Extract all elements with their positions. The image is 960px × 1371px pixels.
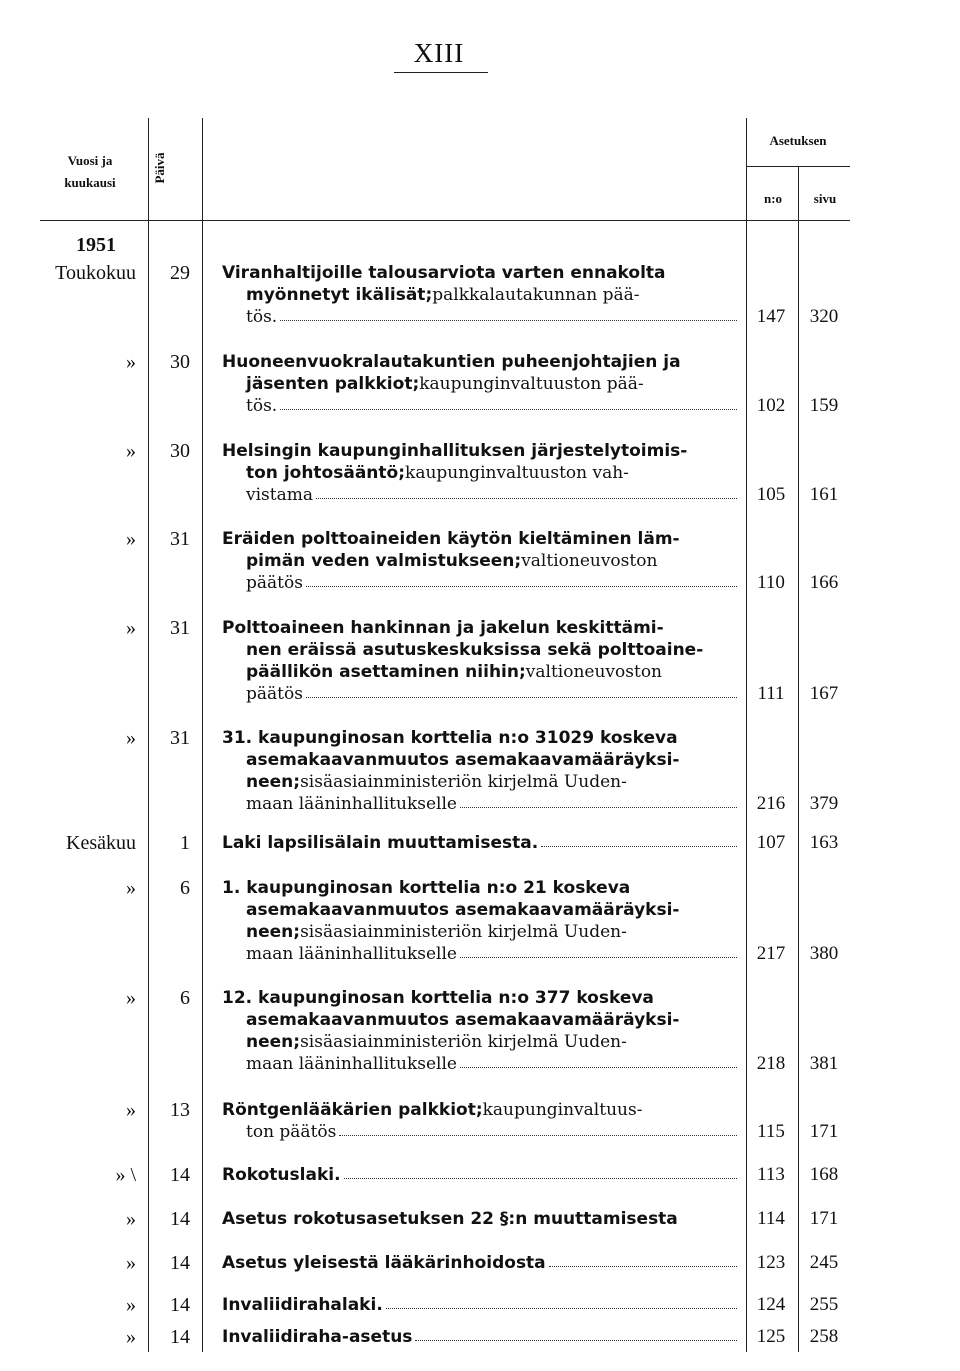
decree-page: 245: [809, 1252, 839, 1273]
header-number: n:o: [763, 191, 783, 206]
source-text: maan lääninhallitukselle: [246, 1054, 457, 1074]
month-cell: »: [126, 351, 136, 373]
title-text: Röntgenlääkärien palkkiot;: [222, 1100, 483, 1120]
description-cell: [222, 440, 740, 506]
month-cell: »: [126, 877, 136, 899]
source-text: sisäasiainministeriön kirjelmä Uuden-: [300, 922, 627, 942]
source-text: päätös: [246, 684, 303, 704]
decree-number: 107: [756, 832, 786, 853]
decree-number: 147: [756, 306, 786, 327]
month-cell: Toukokuu: [55, 262, 136, 284]
title-text: asemakaavanmuutos asemakaavamääräyksi-: [246, 1010, 680, 1030]
decree-page: 159: [809, 395, 839, 416]
title-text: pimän veden valmistukseen;: [246, 551, 522, 571]
source-text: kaupunginvaltuuston pää-: [419, 374, 644, 394]
title-text: Helsingin kaupunginhallituksen järjestelytoimis-: [222, 441, 688, 461]
month-cell: »: [126, 528, 136, 550]
description-line: [222, 284, 740, 306]
description-cell: [222, 262, 740, 328]
title-text: Viranhaltijoille talousarviota varten ennakolta: [222, 263, 666, 283]
description-line: [222, 793, 740, 815]
description-cell: [222, 1294, 740, 1316]
decree-page: 171: [809, 1121, 839, 1142]
dot-leader: [460, 793, 737, 808]
description-line: [222, 262, 740, 284]
month-cell: »: [126, 1252, 136, 1274]
dot-leader: [549, 1252, 737, 1267]
decree-number: 217: [756, 943, 786, 964]
decree-page: 171: [809, 1208, 839, 1229]
title-text: nen eräissä asutuskeskuksissa sekä polttoaine-: [246, 640, 704, 660]
description-cell: [222, 1326, 740, 1348]
description-cell: [222, 1099, 740, 1143]
month-cell: Kesäkuu: [66, 832, 136, 854]
day-cell: 31: [170, 528, 190, 550]
day-cell: 6: [180, 877, 190, 899]
source-text: maan lääninhallitukselle: [246, 944, 457, 964]
month-cell: » \: [115, 1164, 136, 1186]
title-text: Laki lapsilisälain muuttamisesta.: [222, 833, 539, 853]
description-cell: [222, 727, 740, 815]
title-underline: [394, 72, 488, 73]
decree-page: 380: [809, 943, 839, 964]
title-text: 31. kaupunginosan korttelia n:o 31029 koskeva: [222, 728, 678, 748]
source-text: tös.: [246, 307, 278, 327]
description-line: [222, 832, 740, 854]
description-line: [222, 1053, 740, 1075]
description-cell: [222, 832, 740, 854]
day-cell: 13: [170, 1099, 190, 1121]
month-cell: »: [126, 440, 136, 462]
source-text: kaupunginvaltuus-: [482, 1100, 643, 1120]
day-cell: 14: [170, 1252, 190, 1274]
dot-leader: [280, 306, 737, 321]
title-text: Invaliidiraha-asetus: [222, 1327, 413, 1347]
decree-number: 123: [756, 1252, 786, 1273]
description-line: [222, 921, 740, 943]
description-line: [222, 1252, 740, 1274]
description-line: [222, 661, 740, 683]
title-text: asemakaavanmuutos asemakaavamääräyksi-: [246, 900, 680, 920]
description-line: [222, 528, 740, 550]
dot-leader: [306, 683, 737, 698]
title-text: neen;: [246, 922, 301, 942]
month-cell: »: [126, 727, 136, 749]
description-line: [222, 1099, 740, 1121]
dot-leader: [541, 832, 737, 847]
source-text: valtioneuvoston: [521, 551, 658, 571]
description-line: [222, 395, 740, 417]
title-text: ton johtosääntö;: [246, 463, 406, 483]
day-cell: 29: [170, 262, 190, 284]
decree-number: 218: [756, 1053, 786, 1074]
decree-number: 105: [756, 484, 786, 505]
decree-number: 115: [757, 1121, 785, 1142]
title-text: Polttoaineen hankinnan ja jakelun keskittämi-: [222, 618, 664, 638]
rule-vertical-month: [148, 118, 149, 1352]
description-line: [222, 943, 740, 965]
description-line: [222, 484, 740, 506]
description-line: [222, 1121, 740, 1143]
header-year-month-line1: Vuosi ja: [67, 153, 113, 168]
header-year-month: [40, 150, 140, 194]
rule-vertical-day: [202, 118, 203, 1352]
year-label: 1951: [76, 234, 116, 256]
decree-page: 258: [809, 1326, 839, 1347]
description-line: [222, 771, 740, 793]
title-text: asemakaavanmuutos asemakaavamääräyksi-: [246, 750, 680, 770]
day-cell: 14: [170, 1294, 190, 1316]
decree-page: 166: [809, 572, 839, 593]
source-text: ton päätös: [246, 1122, 337, 1142]
decree-page: 255: [809, 1294, 839, 1315]
description-line: [222, 1208, 740, 1230]
header-decree: Asetuksen: [769, 133, 827, 148]
dot-leader: [460, 1053, 737, 1068]
dot-leader: [316, 484, 737, 499]
title-text: myönnetyt ikälisät;: [246, 285, 433, 305]
decree-page: 167: [809, 683, 839, 704]
title-text: Asetus rokotusasetuksen 22 §:n muuttamisesta: [222, 1209, 678, 1229]
description-line: [222, 462, 740, 484]
month-cell: »: [126, 617, 136, 639]
decree-number: 111: [757, 683, 785, 704]
description-line: [222, 351, 740, 373]
description-line: [222, 617, 740, 639]
decree-page: 163: [809, 832, 839, 853]
source-text: kaupunginvaltuuston vah-: [405, 463, 629, 483]
day-cell: 14: [170, 1164, 190, 1186]
title-text: 12. kaupunginosan korttelia n:o 377 koskeva: [222, 988, 654, 1008]
description-line: [222, 749, 740, 771]
decree-page: 320: [809, 306, 839, 327]
decree-page: 379: [809, 793, 839, 814]
header-page: sivu: [813, 191, 837, 206]
description-line: [222, 899, 740, 921]
title-text: Eräiden polttoaineiden käytön kieltäminen läm-: [222, 529, 680, 549]
title-text: Rokotuslaki.: [222, 1165, 341, 1185]
description-line: [222, 1326, 740, 1348]
dot-leader: [306, 572, 737, 587]
day-cell: 31: [170, 617, 190, 639]
source-text: maan lääninhallitukselle: [246, 794, 457, 814]
title-text: päällikön asettaminen niihin;: [246, 662, 526, 682]
source-text: sisäasiainministeriön kirjelmä Uuden-: [300, 1032, 627, 1052]
rule-decree-divider: [746, 166, 850, 167]
description-line: [222, 440, 740, 462]
description-cell: [222, 1252, 740, 1274]
decree-number: 113: [757, 1164, 785, 1185]
description-cell: [222, 987, 740, 1075]
source-text: sisäasiainministeriön kirjelmä Uuden-: [300, 772, 627, 792]
dot-leader: [280, 395, 737, 410]
description-line: [222, 727, 740, 749]
header-year-month-line2: kuukausi: [64, 175, 116, 190]
dot-leader: [386, 1294, 737, 1309]
description-line: [222, 1031, 740, 1053]
month-cell: »: [126, 1326, 136, 1348]
day-cell: 14: [170, 1326, 190, 1348]
day-cell: 14: [170, 1208, 190, 1230]
header-day: Päivä: [152, 152, 167, 184]
description-line: [222, 373, 740, 395]
description-cell: [222, 1208, 740, 1230]
description-line: [222, 1009, 740, 1031]
dot-leader: [344, 1164, 737, 1179]
title-text: jäsenten palkkiot;: [246, 374, 420, 394]
day-cell: 30: [170, 440, 190, 462]
dot-leader: [415, 1326, 737, 1341]
month-cell: »: [126, 1099, 136, 1121]
description-line: [222, 306, 740, 328]
decree-number: 124: [756, 1294, 786, 1315]
source-text: vistama: [246, 485, 313, 505]
source-text: valtioneuvoston: [525, 662, 662, 682]
source-text: palkkalautakunnan pää-: [432, 285, 640, 305]
description-cell: [222, 1164, 740, 1186]
decree-number: 114: [757, 1208, 785, 1229]
description-cell: [222, 351, 740, 417]
day-cell: 30: [170, 351, 190, 373]
description-line: [222, 1164, 740, 1186]
source-text: päätös: [246, 573, 303, 593]
decree-page: 161: [809, 484, 839, 505]
page-number: XIII: [413, 38, 465, 68]
title-text: neen;: [246, 1032, 301, 1052]
month-cell: »: [126, 1208, 136, 1230]
description-line: [222, 572, 740, 594]
decree-page: 381: [809, 1053, 839, 1074]
description-line: [222, 683, 740, 705]
day-cell: 6: [180, 987, 190, 1009]
rule-header-bottom: [40, 220, 850, 221]
title-text: 1. kaupunginosan korttelia n:o 21 koskeva: [222, 878, 631, 898]
month-cell: »: [126, 1294, 136, 1316]
day-cell: 31: [170, 727, 190, 749]
title-text: Invaliidirahalaki.: [222, 1295, 383, 1315]
decree-number: 102: [756, 395, 786, 416]
description-line: [222, 639, 740, 661]
description-line: [222, 550, 740, 572]
description-cell: [222, 528, 740, 594]
title-text: Asetus yleisestä lääkärinhoidosta: [222, 1253, 546, 1273]
day-cell: 1: [180, 832, 190, 854]
description-cell: [222, 617, 740, 705]
decree-number: 216: [756, 793, 786, 814]
decree-number: 125: [756, 1326, 786, 1347]
description-line: [222, 987, 740, 1009]
source-text: tös.: [246, 396, 278, 416]
dot-leader: [460, 943, 737, 958]
title-text: neen;: [246, 772, 301, 792]
description-line: [222, 1294, 740, 1316]
decree-page: 168: [809, 1164, 839, 1185]
description-line: [222, 877, 740, 899]
month-cell: »: [126, 987, 136, 1009]
dot-leader: [339, 1121, 737, 1136]
title-text: Huoneenvuokralautakuntien puheenjohtajien ja: [222, 352, 681, 372]
decree-number: 110: [757, 572, 785, 593]
description-cell: [222, 877, 740, 965]
